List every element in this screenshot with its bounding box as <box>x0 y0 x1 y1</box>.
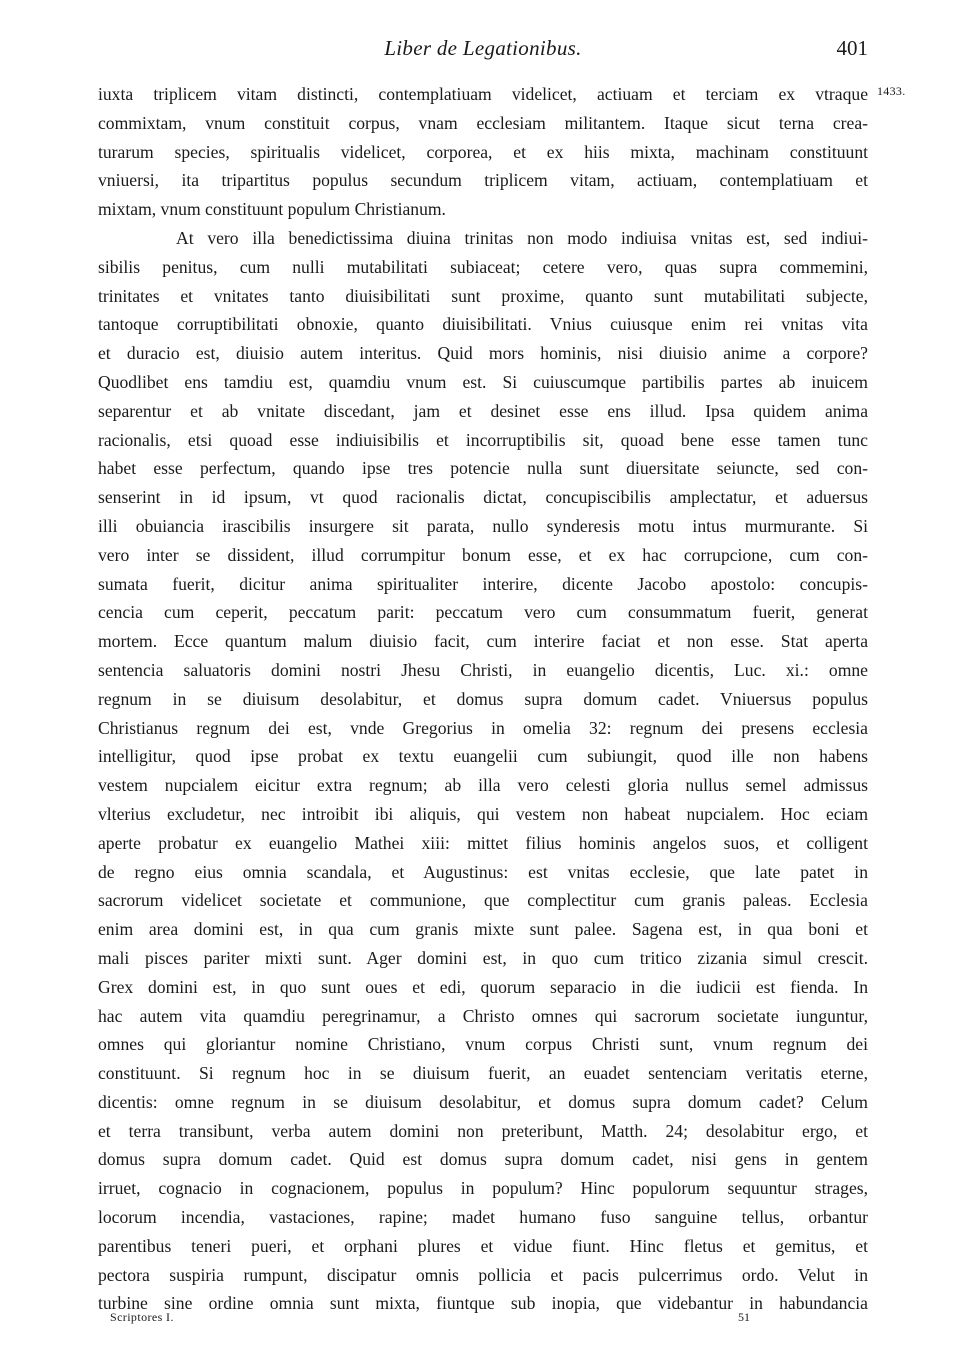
text-line: Grex domini est, in quo sunt oues et edi, quorum separacio in die iudicii est fienda. In <box>98 976 868 997</box>
text-line: domus supra domum cadet. Quid est domus supra domum cadet, nisi gens in gentem <box>98 1149 868 1170</box>
text-line: turbine sine ordine omnia sunt mixta, fiuntque sub inopia, que videbantur in habundancia <box>98 1293 868 1314</box>
text-line: intelligitur, quod ipse probat ex textu euangelii cum subiungit, quod ille non habens <box>98 746 868 767</box>
text-line: mixtam, vnum constituunt populum Christianum. <box>98 199 446 220</box>
body-text <box>98 80 868 1318</box>
text-line: senserint in id ipsum, vt quod racionalis dictat, concupiscibilis amplectatur, et aduersus <box>98 487 868 508</box>
text-line: racionalis, etsi quoad esse indiuisibilis et incorruptibilis sit, quoad bene esse tamen tunc <box>98 429 868 450</box>
text-line: habet esse perfectum, quando ipse tres potencie nulla sunt diuersitate seiuncte, sed con- <box>98 458 868 479</box>
text-line: sibilis penitus, cum nulli mutabilitati subiaceat; cetere vero, quas supra commemini, <box>98 256 868 277</box>
text-line: et terra transibunt, verba autem domini non preteribunt, Matth. 24; desolabitur ergo, et <box>98 1120 868 1141</box>
page-header <box>98 36 868 70</box>
text-line: mortem. Ecce quantum malum diuisio facit, cum interire faciat et non esse. Stat aperta <box>98 631 868 652</box>
text-line: tantoque corruptibilitati obnoxie, quanto diuisibilitati. Vnius cuiusque enim rei vnitas vita <box>98 314 868 335</box>
text-line: parentibus teneri pueri, et orphani plures et vidue fiunt. Hinc fletus et gemitus, et <box>98 1235 868 1256</box>
text-line: hac autem vita quamdiu peregrinamur, a Christo omnes qui sacrorum societate iunguntur, <box>98 1005 868 1026</box>
text-line: trinitates et vnitates tanto diuisibilitati sunt proxime, quanto sunt mutabilitati subjecte, <box>98 285 868 306</box>
text-line: sumata fuerit, dicitur anima spiritualiter interire, dicente Jacobo apostolo: concupis- <box>98 573 868 594</box>
text-line: vestem nupcialem eicitur extra regnum; ab illa vero celesti gloria nullus semel admissus <box>98 775 868 796</box>
text-line: separentur et ab vnitate discedant, jam et desinet esse ens illud. Ipsa quidem anima <box>98 400 868 421</box>
text-line: At vero illa benedictissima diuina trinitas non modo indiuisa vnitas est, sed indiui- <box>176 227 868 248</box>
text-line: sacrorum videlicet societate et communione, que complectitur cum granis paleas. Ecclesia <box>98 890 868 911</box>
text-line: vlterius excludetur, nec introibit ibi aliquis, qui vestem non habeat nupcialem. Hoc eciam <box>98 803 868 824</box>
text-line: pectora suspiria rumpunt, discipatur omnis pollicia et pacis pulcerrimus ordo. Velut in <box>98 1264 868 1285</box>
page-number: 401 <box>836 36 868 60</box>
text-line: commixtam, vnum constituit corpus, vnam ecclesiam militantem. Itaque sicut terna crea- <box>98 112 868 133</box>
margin-year-note: 1433. <box>877 84 906 98</box>
text-line: cencia cum ceperit, peccatum parit: peccatum vero cum consummatum fuerit, generat <box>98 602 868 623</box>
text-line: locorum incendia, vastaciones, rapine; madet humano fuso sanguine tellus, orbantur <box>98 1207 868 1228</box>
text-line: dicentis: omne regnum in se diuisum desolabitur, et domus supra domum cadet? Celum <box>98 1091 868 1112</box>
text-line: et duracio est, diuisio autem interitus. Quid mors hominis, nisi diuisio anime a corpore? <box>98 343 868 364</box>
text-line: sentencia saluatoris domini nostri Jhesu Christi, in euangelio dicentis, Luc. xi.: omne <box>98 659 868 680</box>
text-line: turarum species, spiritualis videlicet, corporea, et ex hiis mixta, machinam constituunt <box>98 141 868 162</box>
text-line: aperte probatur ex euangelio Mathei xiii: mittet filius hominis angelos suos, et colligent <box>98 832 868 853</box>
text-line: vero inter se dissident, illud corrumpitur bonum esse, et ex hac corrupcione, cum con- <box>98 544 868 565</box>
text-line: constituunt. Si regnum hoc in se diuisum fuerit, an euadet sentenciam veritatis eterne, <box>98 1063 868 1084</box>
text-line: Christianus regnum dei est, vnde Gregorius in omelia 32: regnum dei presens ecclesia <box>98 717 868 738</box>
text-line: mali pisces pariter mixti sunt. Ager domini est, in quo cum tritico zizania simul crescit. <box>98 947 868 968</box>
text-line: Quodlibet ens tamdiu est, quamdiu vnum est. Si cuiuscumque partibilis partes ab inuicem <box>98 371 868 392</box>
page-footer <box>110 1310 790 1330</box>
running-title: Liber de Legationibus. <box>384 36 582 60</box>
printer-signature: Scriptores I. <box>110 1310 174 1324</box>
text-line: illi obuiancia irascibilis insurgere sit parata, nullo synderesis motu intus murmurante. Si <box>98 515 868 536</box>
text-line: regnum in se diuisum desolabitur, et domus supra domum cadet. Vniuersus populus <box>98 688 868 709</box>
text-line: omnes qui gloriantur nomine Christiano, vnum corpus Christi sunt, vnum regnum dei <box>98 1034 868 1055</box>
text-line: iuxta triplicem vitam distincti, contemplatiuam videlicet, actiuam et terciam ex vtraque <box>98 84 868 104</box>
text-line: irruet, cognacio in cognacionem, populus in populum? Hinc populorum sequuntur strages, <box>98 1178 868 1199</box>
text-line: de regno eius omnia scandala, et Augustinus: est vnitas ecclesie, que late patet in <box>98 861 868 882</box>
text-line: vniuersi, ita tripartitus populus secundum triplicem vitam, actiuam, contemplatiuam et <box>98 170 868 191</box>
sheet-number: 51 <box>738 1310 750 1324</box>
text-line: enim area domini est, in qua cum granis mixte sunt palee. Sagena est, in qua boni et <box>98 919 868 940</box>
